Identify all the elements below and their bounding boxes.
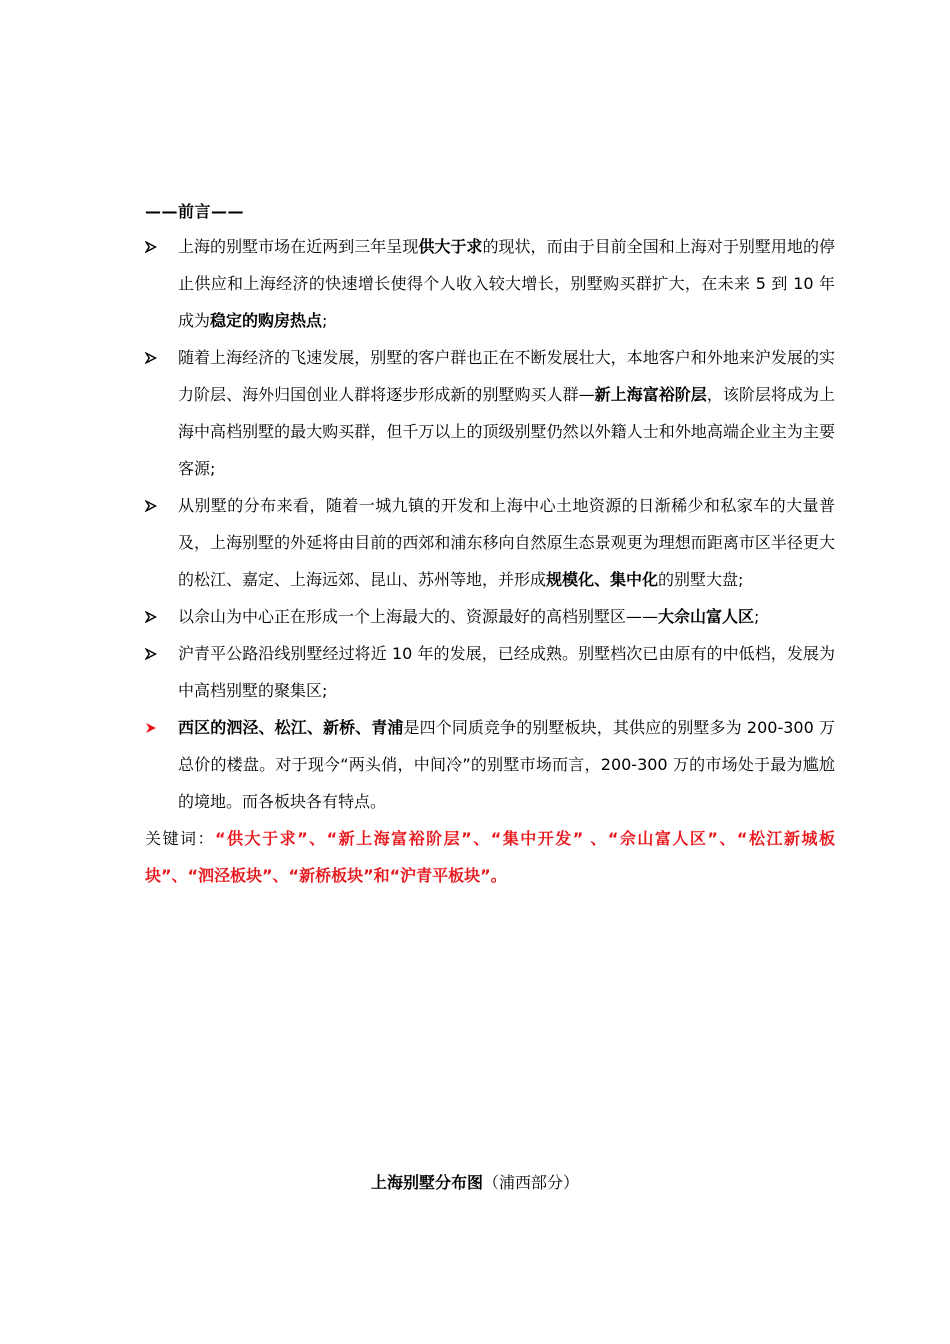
map-caption (0, 1170, 950, 1193)
map-caption-title: 上海别墅分布图 (370, 1173, 483, 1192)
keywords-text: “供大于求”、“新上海富裕阶层”、“集中开发” 、“佘山富人区”、“松江新城板块”、“泗泾板块”、“新桥板块”和“沪青平板块”。 (145, 829, 835, 885)
list-item-text (178, 598, 835, 635)
preface-heading: ——前言—— (145, 202, 245, 221)
list-item (145, 598, 835, 635)
content-list (145, 228, 835, 894)
body-text: 的别墅大盘; (658, 570, 744, 589)
list-item-text (178, 339, 835, 487)
keywords-label: 关键词： (145, 829, 216, 848)
arrowhead-bullet-icon (145, 709, 159, 746)
body-text: ，该阶层将成为上海中高档别墅的最大购买群，但千万以上的顶级别墅仍然以外籍人士和外地高端企业主为主要客源; (178, 385, 835, 478)
emphasis-text: 供大于求 (418, 237, 483, 256)
emphasis-text: 大佘山富人区 (658, 607, 755, 626)
list-item-text (178, 709, 835, 820)
keywords-paragraph (145, 820, 835, 894)
arrowhead-bullet-icon (145, 339, 159, 376)
list-item (145, 228, 835, 339)
emphasis-text: 规模化、集中化 (546, 570, 659, 589)
list-item-text (178, 228, 835, 339)
map-caption-subtitle: （浦西部分） (483, 1173, 580, 1192)
body-text: 从别墅的分布来看，随着一城九镇的开发和上海中心土地资源的日渐稀少和私家车的大量普及，上海别墅的外延将由目前的西郊和浦东移向自然原生态景观更为理想而距离市区半径更大的松江、嘉定、上海远郊、昆山、苏州等地，并形成 (178, 496, 835, 589)
emphasis-text: 新上海富裕阶层 (594, 385, 707, 404)
list-item-text (178, 487, 835, 598)
bullet-list (145, 228, 835, 820)
body-text: ; (322, 311, 328, 330)
body-text: 以佘山为中心正在形成一个上海最大的、资源最好的高档别墅区—— (178, 607, 659, 626)
arrowhead-bullet-icon (145, 228, 159, 265)
list-item-text (178, 635, 835, 709)
body-text: 是四个同质竞争的别墅板块，其供应的别墅多为 200-300 万总价的楼盘。对于现今“两头俏，中间冷”的别墅市场而言，200-300 万的市场处于最为尴尬的境地。而各板块各有特点。 (178, 718, 835, 811)
list-item (145, 709, 835, 820)
body-text: 上海的别墅市场在近两到三年呈现 (178, 237, 419, 256)
arrowhead-bullet-icon (145, 635, 159, 672)
emphasis-text: 稳定的购房热点 (210, 311, 323, 330)
body-text: 随着上海经济的飞速发展，别墅的客户群也正在不断发展壮大，本地客户和外地来沪发展的实力阶层、海外归国创业人群将逐步形成新的别墅购买人群— (178, 348, 835, 404)
emphasis-text: 西区的泗泾、松江、新桥、青浦 (178, 718, 404, 737)
arrowhead-bullet-icon (145, 598, 159, 635)
arrowhead-bullet-icon (145, 487, 159, 524)
list-item (145, 339, 835, 487)
body-text: 沪青平公路沿线别墅经过将近 10 年的发展，已经成熟。别墅档次已由原有的中低档，发展为中高档别墅的聚集区; (178, 644, 835, 700)
list-item (145, 487, 835, 598)
body-text: ; (754, 607, 760, 626)
body-text: 的现状，而由于目前全国和上海对于别墅用地的停止供应和上海经济的快速增长使得个人收入较大增长，别墅购买群扩大，在未来 5 到 10 年成为 (178, 237, 835, 330)
list-item (145, 635, 835, 709)
